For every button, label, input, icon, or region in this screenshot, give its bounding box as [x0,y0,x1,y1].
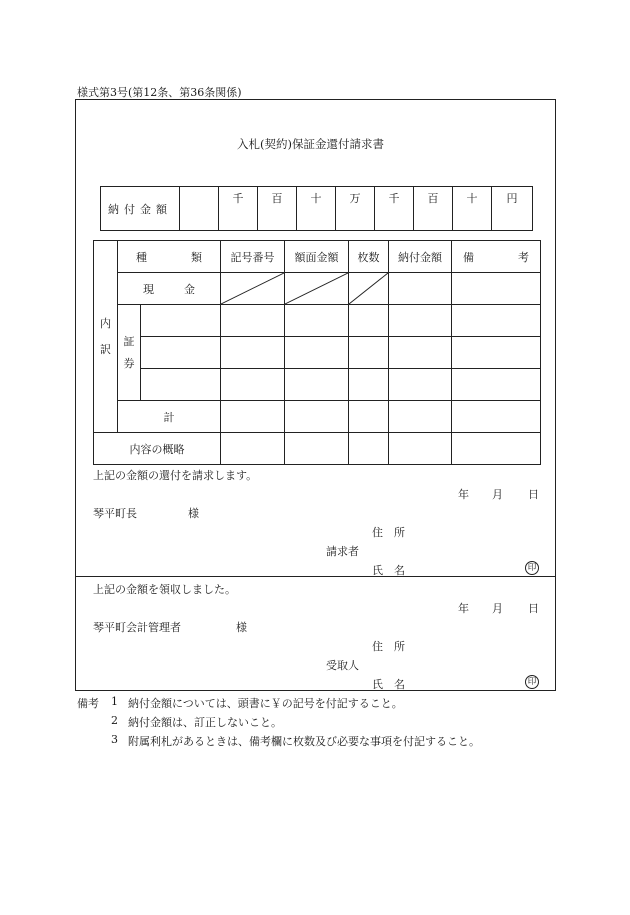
breakdown-table [93,240,541,465]
header-remarks: 備 考 [452,241,541,273]
securities-count-cell[interactable] [349,305,389,337]
securities-paid-cell[interactable] [389,305,452,337]
amount-digit-ten[interactable]: 十 [453,187,492,231]
row-cash-label: 現 金 [118,273,221,305]
receipt-date-year: 年 [458,602,469,615]
amount-blank-cell[interactable] [180,187,219,231]
securities-face-cell[interactable] [285,369,349,401]
receipt-date-day: 日 [528,602,539,615]
request-honorific: 様 [188,507,199,520]
summary-count-cell[interactable] [349,433,389,465]
securities-type-cell[interactable] [141,305,221,337]
amount-table [100,186,533,231]
request-name-label-2: 名 [394,564,405,577]
cash-code-diagonal-cell [221,273,285,305]
summary-code-cell[interactable] [221,433,285,465]
note-text: 納付金額は、訂正しないこと。 [128,716,282,729]
request-date-year: 年 [458,488,469,501]
securities-type-cell[interactable] [141,369,221,401]
note-number: 3 [111,733,118,746]
amount-digit-thousand[interactable]: 千 [375,187,414,231]
securities-paid-cell[interactable] [389,337,452,369]
breakdown-side-label: 内 訳 [94,241,118,433]
summary-paid-cell[interactable] [389,433,452,465]
total-code-cell[interactable] [221,401,285,433]
total-count-cell[interactable] [349,401,389,433]
request-address-label-1: 住 [372,526,383,539]
total-face-cell[interactable] [285,401,349,433]
cash-remarks-cell[interactable] [452,273,541,305]
form-number: 様式第3号(第12条、第36条関係) [77,86,242,99]
header-paid-amount: 納付金額 [389,241,452,273]
header-face-value: 額面金額 [285,241,349,273]
securities-remarks-cell[interactable] [452,305,541,337]
note-number: 2 [111,714,118,727]
cash-face-diagonal-cell [285,273,349,305]
summary-remarks-cell[interactable] [452,433,541,465]
summary-label: 内容の概略 [94,433,221,465]
request-date-day: 日 [528,488,539,501]
receipt-seal-icon: 印 [525,675,539,689]
amount-digit-hundred[interactable]: 百 [414,187,453,231]
receipt-address-label-2: 所 [394,640,405,653]
summary-face-cell[interactable] [285,433,349,465]
diagonal-line [221,273,284,304]
securities-count-cell[interactable] [349,369,389,401]
note-text: 附属利札があるときは、備考欄に枚数及び必要な事項を付記すること。 [128,735,480,748]
notes-label: 備考 [77,697,99,710]
amount-digit-hundred-man[interactable]: 百 [258,187,297,231]
request-addressee: 琴平町長 [93,507,137,520]
receipt-role: 受取人 [326,659,359,672]
request-statement: 上記の金額の還付を請求します。 [93,469,258,482]
amount-digit-ten-man[interactable]: 十 [297,187,336,231]
receipt-honorific: 様 [236,621,247,634]
securities-code-cell[interactable] [221,369,285,401]
header-code-number: 記号番号 [221,241,285,273]
cash-count-diagonal-cell [349,273,389,305]
securities-code-cell[interactable] [221,305,285,337]
note-number: 1 [111,695,118,708]
total-remarks-cell[interactable] [452,401,541,433]
amount-digit-man[interactable]: 万 [336,187,375,231]
cash-paid-amount-cell[interactable] [389,273,452,305]
request-address-label-2: 所 [394,526,405,539]
receipt-address-label-1: 住 [372,640,383,653]
request-seal-icon: 印 [525,561,539,575]
receipt-name-label-1: 氏 [372,678,383,691]
amount-digit-yen[interactable]: 円 [492,187,533,231]
securities-face-cell[interactable] [285,337,349,369]
receipt-statement: 上記の金額を領収しました。 [93,583,236,596]
securities-code-cell[interactable] [221,337,285,369]
securities-face-cell[interactable] [285,305,349,337]
receipt-name-label-2: 名 [394,678,405,691]
header-type: 種 類 [118,241,221,273]
diagonal-line [285,273,348,304]
receipt-addressee: 琴平町会計管理者 [93,621,181,634]
total-paid-cell[interactable] [389,401,452,433]
request-role: 請求者 [326,545,359,558]
securities-type-cell[interactable] [141,337,221,369]
securities-paid-cell[interactable] [389,369,452,401]
receipt-date-month: 月 [492,602,503,615]
amount-digit-thousand-man[interactable]: 千 [219,187,258,231]
section-divider [75,576,556,577]
form-title: 入札(契約)保証金還付請求書 [237,137,384,151]
securities-count-cell[interactable] [349,337,389,369]
total-label: 計 [118,401,221,433]
note-text: 納付金額については、頭書に￥の記号を付記すること。 [128,697,403,710]
header-count: 枚数 [349,241,389,273]
diagonal-line [349,273,388,304]
amount-label: 納付金額 [101,187,180,231]
securities-remarks-cell[interactable] [452,369,541,401]
request-date-month: 月 [492,488,503,501]
securities-remarks-cell[interactable] [452,337,541,369]
request-name-label-1: 氏 [372,564,383,577]
securities-label: 証 券 [118,305,141,401]
